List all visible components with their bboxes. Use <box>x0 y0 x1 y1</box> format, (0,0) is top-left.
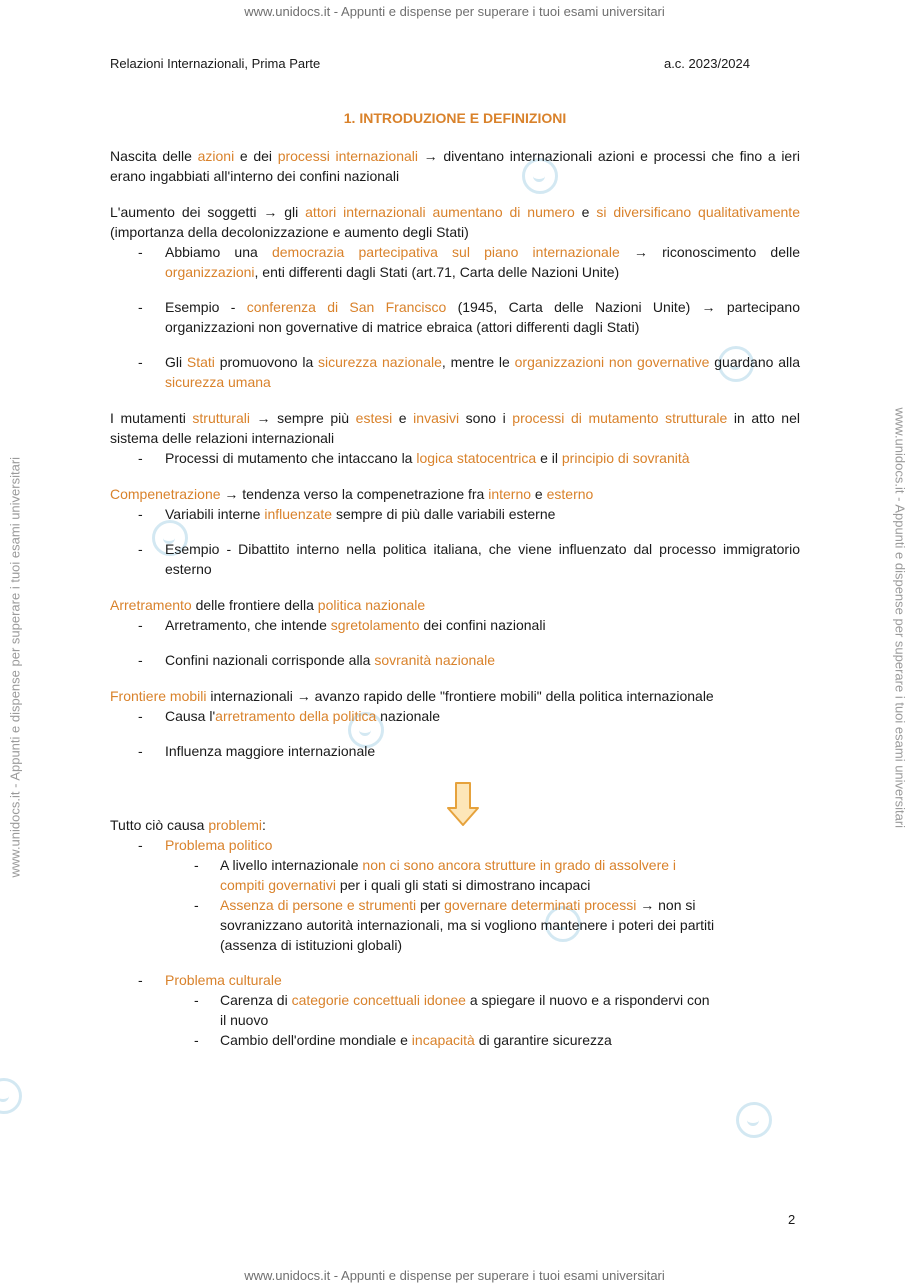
text: di garantire sicurezza <box>474 1032 612 1048</box>
text: Cambio dell'ordine mondiale e <box>220 1032 412 1048</box>
text: → sempre più <box>249 410 356 426</box>
highlight: Compenetrazione <box>110 486 221 502</box>
highlight: invasivi <box>413 410 460 426</box>
highlight: organizzazioni non governative <box>514 354 710 370</box>
list-item <box>110 352 800 392</box>
highlight: politica nazionale <box>317 597 426 613</box>
highlight: organizzazioni <box>165 264 255 280</box>
highlight: Problema politico <box>165 837 273 853</box>
highlight: categorie concettuali idonee <box>291 992 466 1008</box>
sub-list-item <box>110 1030 715 1050</box>
highlight: azioni <box>197 148 235 164</box>
watermark-bottom: www.unidocs.it - Appunti e dispense per superare i tuoi esami universitari <box>244 1268 665 1283</box>
highlight: sicurezza umana <box>165 374 271 390</box>
header-course: Relazioni Internazionali, Prima Parte <box>110 56 321 71</box>
highlight: si diversificano qualitativamente <box>596 204 800 220</box>
page-number: 2 <box>788 1212 796 1227</box>
list-item <box>110 970 800 990</box>
text: → non si sovranizzano autorità internazionali, ma si vogliono mantenere i poteri dei partiti (assenza di istituzioni globali) <box>220 897 715 953</box>
highlight: Stati <box>186 354 215 370</box>
document-body <box>110 146 800 1050</box>
highlight: governare determinati processi <box>444 897 637 913</box>
highlight: problemi <box>208 817 263 833</box>
highlight: non ci sono ancora strutture in grado di assolvere i compiti governativi <box>220 857 677 893</box>
text: A livello internazionale <box>220 857 363 873</box>
text: → tendenza verso la compenetrazione fra <box>220 486 489 502</box>
highlight: processi internazionali <box>277 148 418 164</box>
list-item <box>110 741 800 761</box>
highlight: Arretramento <box>110 597 192 613</box>
list-item <box>110 706 800 726</box>
highlight: logica statocentrica <box>416 450 537 466</box>
highlight: sgretolamento <box>330 617 420 633</box>
list-item <box>110 297 800 337</box>
watermark-right: www.unidocs.it - Appunti e dispense per superare i tuoi esami universitari <box>892 407 908 829</box>
highlight: Frontiere mobili <box>110 688 207 704</box>
text: dei confini nazionali <box>419 617 546 633</box>
paragraph-arretramento <box>110 595 800 615</box>
unidocs-logo-icon <box>736 1102 772 1138</box>
text: per <box>416 897 445 913</box>
text: , enti differenti dagli Stati (art.71, Carta delle Nazioni Unite) <box>254 264 620 280</box>
down-arrow-icon <box>447 782 479 826</box>
list-item <box>110 539 800 579</box>
highlight: estesi <box>355 410 393 426</box>
paragraph-mutamenti <box>110 408 800 448</box>
text: Carenza di <box>220 992 292 1008</box>
text: internazionali → avanzo rapido delle "frontiere mobili" della politica internazionale <box>206 688 714 704</box>
text: delle frontiere della <box>191 597 318 613</box>
highlight: sicurezza nazionale <box>318 354 442 370</box>
highlight: arretramento della politica <box>215 708 377 724</box>
text: promuovono la <box>214 354 319 370</box>
list-item <box>110 615 800 635</box>
text: (1945, Carta delle Nazioni Unite) → partecipano organizzazioni non governative di matrice ebraica (attori differenti dagli Stati) <box>165 299 800 335</box>
list-item <box>110 448 800 468</box>
paragraph-frontiere <box>110 686 800 706</box>
list-item <box>110 650 800 670</box>
sub-list-item <box>110 990 715 1030</box>
text: sempre di più dalle variabili esterne <box>332 506 556 522</box>
highlight: esterno <box>546 486 594 502</box>
text: Abbiamo una <box>165 244 272 260</box>
highlight: Assenza di persone e strumenti <box>220 897 417 913</box>
paragraph-compenetrazione <box>110 484 800 504</box>
text: guardano alla <box>709 354 800 370</box>
sub-list-item <box>110 895 715 955</box>
page-header <box>110 56 750 71</box>
text: I mutamenti <box>110 410 193 426</box>
highlight: processi di mutamento strutturale <box>512 410 728 426</box>
text: (importanza della decolonizzazione e aumento degli Stati) <box>110 224 469 240</box>
text: Variabili interne <box>165 506 265 522</box>
text: Gli <box>165 354 187 370</box>
watermark-top: www.unidocs.it - Appunti e dispense per superare i tuoi esami universitari <box>244 4 665 19</box>
text: e <box>392 410 414 426</box>
watermark-left: www.unidocs.it - Appunti e dispense per superare i tuoi esami universitari <box>7 456 23 878</box>
text: Esempio - <box>165 299 247 315</box>
text: Tutto ciò causa <box>110 817 209 833</box>
list-item <box>110 504 800 524</box>
text: Confini nazionali corrisponde alla <box>165 652 375 668</box>
section-title: 1. INTRODUZIONE E DEFINIZIONI <box>343 110 567 126</box>
highlight: influenzate <box>264 506 333 522</box>
text: a spiegare il nuovo e a rispondervi con il nuovo <box>220 992 710 1028</box>
text: L'aumento dei soggetti → gli <box>110 204 306 220</box>
unidocs-logo-icon <box>0 1078 22 1114</box>
text: Nascita delle <box>110 148 198 164</box>
text: e dei <box>234 148 278 164</box>
highlight: conferenza di San Francisco <box>246 299 447 315</box>
highlight: interno <box>488 486 532 502</box>
text: → riconoscimento delle <box>619 244 800 260</box>
text: Influenza maggiore internazionale <box>165 743 376 759</box>
text: per i quali gli stati si dimostrano incapaci <box>335 877 591 893</box>
highlight: democrazia partecipativa sul piano internazionale <box>271 244 620 260</box>
list-item <box>110 835 800 855</box>
text: : <box>262 817 266 833</box>
highlight: attori internazionali aumentano di numero <box>305 204 575 220</box>
text: e il <box>536 450 562 466</box>
text: in atto nel sistema delle relazioni internazionali <box>110 410 800 446</box>
highlight: strutturali <box>192 410 250 426</box>
text: sono i <box>459 410 513 426</box>
paragraph-nascita <box>110 146 800 186</box>
text: , mentre le <box>441 354 515 370</box>
sub-list-item <box>110 855 715 895</box>
highlight: incapacità <box>411 1032 475 1048</box>
text: e <box>574 204 597 220</box>
text: e <box>531 486 547 502</box>
text: nazionale <box>376 708 441 724</box>
header-year: a.c. 2023/2024 <box>663 56 750 71</box>
text: Processi di mutamento che intaccano la <box>165 450 417 466</box>
paragraph-aumento <box>110 202 800 242</box>
highlight: Problema culturale <box>165 972 282 988</box>
highlight: sovranità nazionale <box>374 652 495 668</box>
text: Causa l' <box>165 708 216 724</box>
text: Esempio - Dibattito interno nella politica italiana, che viene influenzato dal processo immigratorio esterno <box>165 541 800 577</box>
list-item <box>110 242 800 282</box>
highlight: principio di sovranità <box>561 450 690 466</box>
text: Arretramento, che intende <box>165 617 331 633</box>
text: → diventano internazionali azioni e processi che fino a ieri erano ingabbiati all'interno dei confini nazionali <box>110 148 800 184</box>
